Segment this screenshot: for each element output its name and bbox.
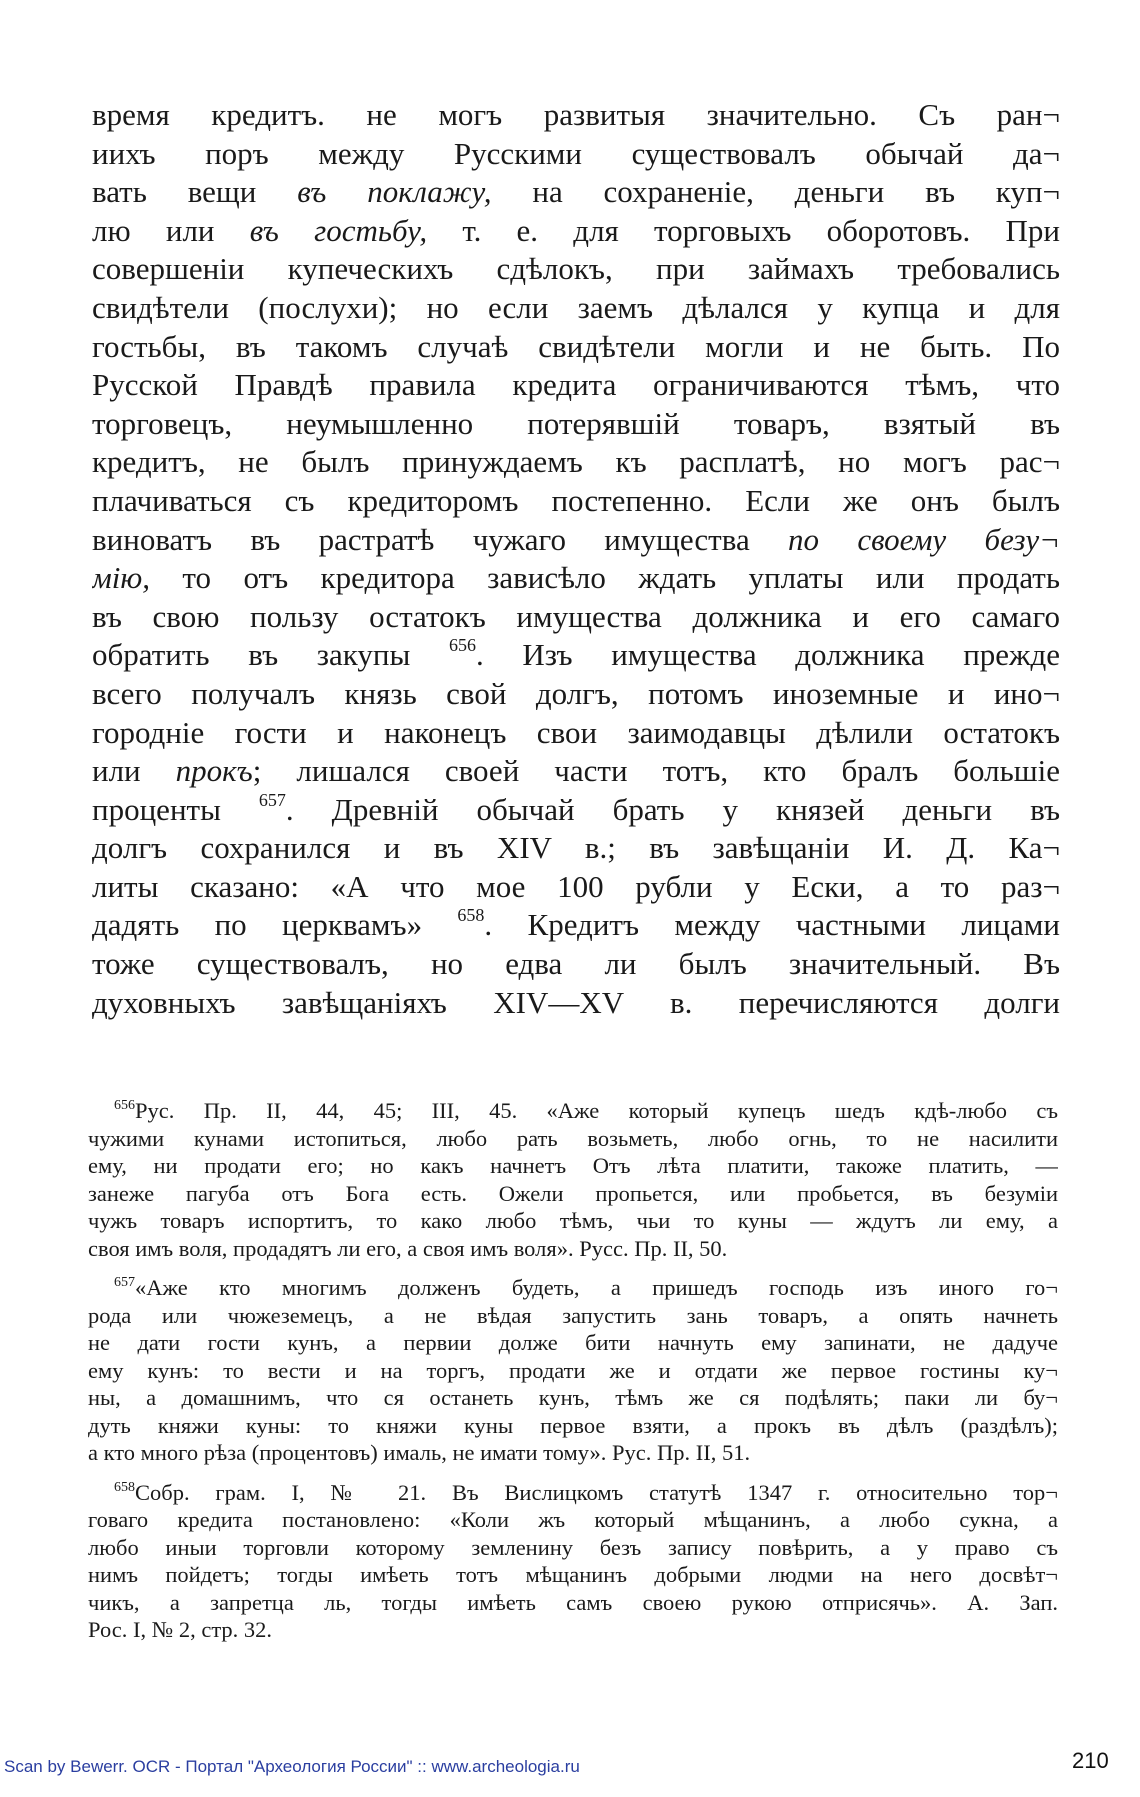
text-line: литы сказано: «А что мое 100 рубли у Ески, а то раз¬ (92, 868, 1060, 904)
footnote-line: ны, а домашнимъ, что ся останеть кунъ, тѣмъ же ся подѣлять; паки ли бу¬ (88, 1385, 1058, 1410)
footer-credit: Scan by Bewerr. OCR - Портал "Археология России" :: www.archeologia.ru (4, 1757, 580, 1776)
text-line: время кредитъ. не могъ развитыя значительно. Съ ран¬ (92, 97, 1060, 132)
footnote-line: говаго кредита постановлено: «Коли жъ который мѣщанинъ, а любо сукна, а (88, 1507, 1058, 1532)
footnote-line: чужъ товаръ испортитъ, то како любо тѣмъ, чьи то куны — ждутъ ли ему, а (88, 1208, 1058, 1233)
footnote-line: ему, ни продати его; но какъ начнетъ Отъ лѣта платити, такоже платить, — (88, 1153, 1058, 1178)
text-line: тоже существовалъ, но едва ли былъ значительный. Въ (92, 946, 1060, 982)
footnote-line: Рос. I, № 2, стр. 32. (88, 1617, 273, 1642)
footnote-line: $^{658}$Собр. грам. I, № 21. Въ Вислицкомъ статутѣ 1347 г. относительно тор¬ (114, 1479, 1058, 1505)
text-line: всего получалъ князь свой долгъ, потомъ иноземные и ино¬ (92, 675, 1060, 711)
italic-term: по своему безу¬ (788, 521, 1060, 557)
footnote-number: 656 (114, 1098, 135, 1113)
text-line: свидѣтели (послухи); но если заемъ дѣлался у купца и для (92, 289, 1060, 325)
text-line: дадять по церквамъ» $^{658}$. Кредитъ между частными лицами (92, 906, 1060, 943)
footnote-line: не дати гости кунъ, а первии долже бити начнуть ему запинати, не дадуче (88, 1330, 1058, 1355)
text-line: обратить въ закупы $^{656}$. Изъ имущества должника прежде (92, 636, 1060, 673)
footnote-line: чикъ, а запретца ль, тогды имѣеть самъ своею рукою отприсячь». А. Зап. (88, 1589, 1058, 1615)
text-line: вать вещи въ поклажу, на сохраненіе, деньги въ куп¬ (92, 174, 1060, 210)
text-line: виноватъ въ растратѣ чужаго имущества по своему безу¬ (92, 521, 1060, 557)
text-line: или прокъ; лишался своей части тотъ, кто бралъ большіе (92, 753, 1060, 789)
text-line: долгъ сохранился и въ XIV в.; въ завѣщаніи И. Д. Ка¬ (92, 830, 1060, 866)
text-line: проценты $^{657}$. Древній обычай брать у князей деньги въ (92, 790, 1060, 827)
text-line: мію, то отъ кредитора зависѣло ждать уплаты или продать (92, 560, 1060, 596)
footnote-line: чужими кунами истопиться, любо рать возьметь, любо огнь, то не насилити (88, 1125, 1058, 1151)
italic-term: прокъ (175, 753, 253, 789)
italic-term: въ поклажу, (297, 174, 492, 210)
text-line: гостьбы, въ такомъ случаѣ свидѣтели могли и не быть. По (92, 328, 1060, 364)
footnote-line: любо иныи торговли которому земленину безъ запису повѣрить, а у право съ (88, 1534, 1058, 1560)
footnote-line: $^{657}$«Аже кто многимъ долженъ будеть, а пришедъ господь изъ иного го¬ (114, 1275, 1058, 1300)
italic-term: мію, (92, 560, 151, 596)
text-line: торговецъ, неумышленно потерявшій товаръ, взятый въ (92, 405, 1060, 441)
footnote-ref: 657 (258, 790, 286, 810)
footnote-line: нимъ пойдетъ; тогды имѣеть тотъ мѣщанинъ добрыми людми на него досвѣт¬ (88, 1562, 1058, 1587)
page-number: 210 (1072, 1748, 1109, 1773)
text-line: плачиваться съ кредиторомъ постепенно. Если же онъ былъ (92, 482, 1060, 518)
footnote-line: $^{656}$Рус. Пр. II, 44, 45; III, 45. «Аже который купецъ шедъ кдѣ-любо съ (114, 1098, 1058, 1123)
footnote-658 (88, 1479, 1058, 1644)
footnote-line: своя имъ воля, продадятъ ли его, а своя имъ воля». Русс. Пр. II, 50. (88, 1235, 728, 1261)
footnote-ref: 656 (448, 636, 476, 656)
footnotes-block (88, 1097, 1058, 1656)
text-line: Русской Правдѣ правила кредита ограничиваются тѣмъ, что (92, 367, 1060, 403)
text-line: иихъ поръ между Русскими существовалъ обычай да¬ (92, 135, 1060, 171)
text-line: кредитъ, не былъ принуждаемъ къ расплатѣ, но могъ рас¬ (92, 444, 1060, 480)
footnote-ref: 658 (457, 906, 485, 926)
footnote-656 (88, 1097, 1058, 1262)
italic-term: въ гостьбу, (249, 212, 428, 248)
footnote-line: рода или чюжеземецъ, а не вѣдая запустить зань товаръ, а опять начнеть (88, 1302, 1058, 1328)
footnote-line: а кто много рѣза (процентовъ) ималь, не имати тому». Рус. Пр. II, 51. (88, 1440, 751, 1465)
footnote-line: занеже пагуба отъ Бога есть. Ожели пропьется, или пробьется, въ безуміи (88, 1180, 1058, 1206)
footnote-number: 657 (114, 1275, 135, 1290)
text-line: городніе гости и наконецъ свои заимодавцы дѣлили остатокъ (92, 714, 1060, 750)
text-line: лю или въ гостьбу, т. е. для торговыхъ оборотовъ. При (92, 212, 1060, 248)
text-line: въ свою пользу остатокъ имущества должника и его самаго (92, 598, 1060, 634)
text-line: совершеніи купеческихъ сдѣлокъ, при займахъ требовались (92, 251, 1060, 287)
main-text-block (92, 96, 1060, 1022)
footnote-657 (88, 1274, 1058, 1467)
footnote-line: дуть княжи куны: то княжи куны первое взяти, а прокъ въ дѣлъ (раздѣлъ); (88, 1412, 1058, 1438)
footnote-line: ему кунъ: то вести и на торгъ, продати же и отдати же первое гостины ку¬ (88, 1357, 1058, 1383)
footnote-number: 658 (114, 1479, 135, 1495)
text-line: духовныхъ завѣщаніяхъ XIV—XV в. перечисляются долги (92, 984, 1060, 1020)
